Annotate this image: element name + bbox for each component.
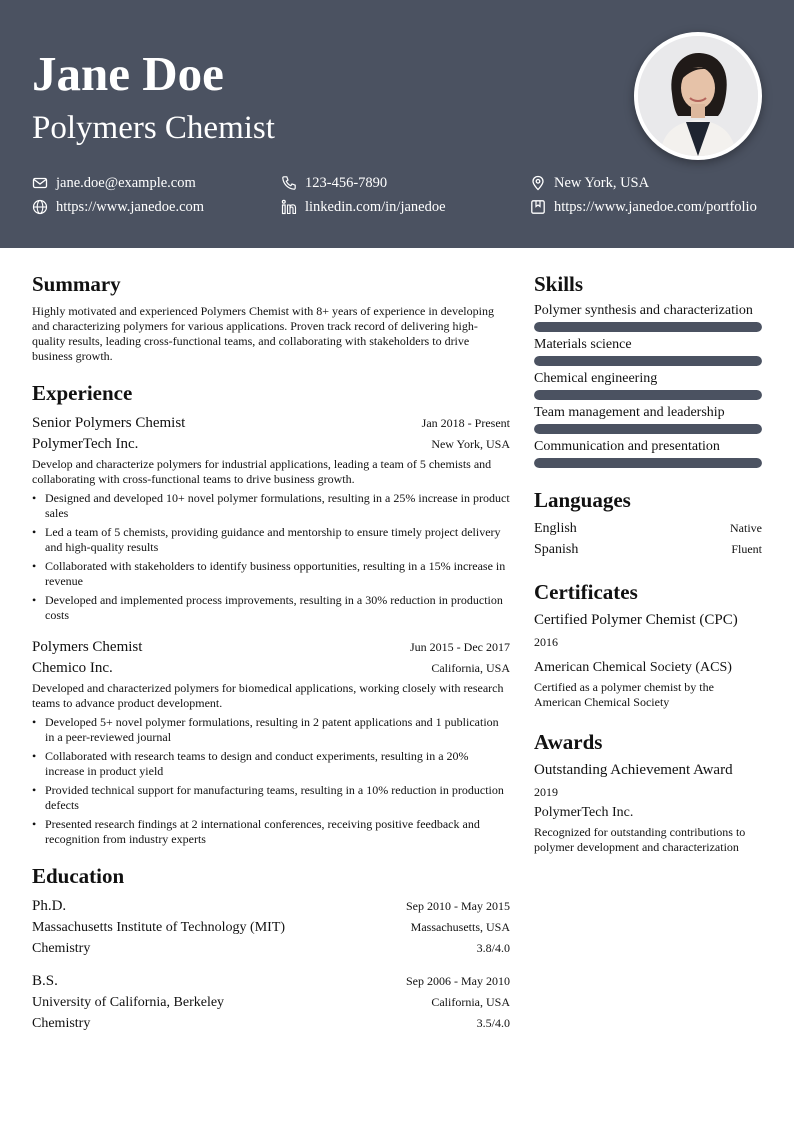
job-bullet: • Collaborated with research teams to design and conduct experiments, resulting in a 20% increase in product yield — [32, 749, 510, 779]
award-name: Outstanding Achievement Award — [534, 762, 733, 778]
job-bullet: • Developed and implemented process improvements, resulting in a 30% reduction in production costs — [32, 593, 510, 623]
language-level: Fluent — [731, 542, 762, 556]
edu-degree: Ph.D. — [32, 898, 67, 914]
linkedin-text: linkedin.com/in/janedoe — [305, 199, 446, 215]
edu-dates: Sep 2006 - May 2010 — [406, 974, 510, 988]
skill-bar — [534, 390, 762, 400]
award-issuer: PolymerTech Inc. — [534, 805, 634, 820]
candidate-title: Polymers Chemist — [32, 110, 275, 146]
skill-bar — [534, 458, 762, 468]
skill-label: Chemical engineering — [534, 371, 658, 386]
summary-section — [32, 270, 510, 364]
edu-field: Chemistry — [32, 1016, 91, 1031]
skill-label: Polymer synthesis and characterization — [534, 303, 753, 318]
skill-bar — [534, 424, 762, 434]
certificate-item — [534, 610, 762, 651]
awards-section — [534, 728, 762, 855]
skill-bar — [534, 356, 762, 366]
skill-bar-fill — [534, 390, 762, 400]
job-description: Develop and characterize polymers for industrial applications, leading a team of 5 chemists and collaborating with cross-functional teams to drive business growth. — [32, 457, 492, 486]
job-title: Polymers Chemist — [32, 639, 143, 655]
skill-item — [534, 403, 762, 434]
skill-label: Communication and presentation — [534, 439, 720, 454]
certificate-name: Certified Polymer Chemist (CPC) — [534, 612, 738, 628]
summary-text: Highly motivated and experienced Polymers Chemist with 8+ years of experience in developing and characterizing polymers for various applications. Proven track record of delivering high-quality results, leading cross-functional teams, and collaborating with stakeholders to drive business growth. — [32, 304, 494, 363]
job-dates: Jan 2018 - Present — [421, 416, 510, 430]
mail-icon — [32, 175, 48, 191]
edu-location: Massachusetts, USA — [410, 920, 510, 934]
skill-label: Team management and leadership — [534, 405, 725, 420]
contact-website[interactable] — [32, 197, 204, 217]
edu-school: University of California, Berkeley — [32, 995, 225, 1010]
job-bullet: • Designed and developed 10+ novel polymer formulations, resulting in a 25% increase in product sales — [32, 491, 510, 521]
language-item — [534, 518, 762, 539]
summary-heading: Summary — [32, 272, 121, 296]
awards-heading: Awards — [534, 730, 603, 754]
job-entry — [32, 637, 510, 847]
education-section — [32, 862, 510, 1034]
edu-gpa: 3.5/4.0 — [476, 1016, 510, 1030]
certificate-name: American Chemical Society (ACS) — [534, 660, 732, 675]
left-column — [32, 270, 510, 1034]
award-item — [534, 760, 762, 855]
job-location: California, USA — [431, 661, 510, 675]
job-entry — [32, 413, 510, 623]
contact-location — [530, 173, 649, 193]
contact-phone[interactable] — [281, 173, 387, 193]
edu-field: Chemistry — [32, 941, 91, 956]
skill-bar-fill — [534, 322, 762, 332]
portfolio-text: https://www.janedoe.com/portfolio — [554, 199, 757, 215]
map-pin-icon — [530, 175, 546, 191]
experience-section — [32, 379, 510, 847]
job-company: PolymerTech Inc. — [32, 436, 139, 452]
award-description: Recognized for outstanding contributions to polymer development and characterization — [534, 825, 746, 854]
skill-bar-fill — [534, 356, 762, 366]
profile-photo — [634, 32, 762, 160]
job-bullets — [32, 491, 510, 623]
language-item — [534, 539, 762, 560]
job-bullet: • Collaborated with stakeholders to identify business opportunities, resulting in a 15% increase in revenue — [32, 559, 510, 589]
skills-heading: Skills — [534, 272, 584, 296]
right-column — [534, 270, 762, 855]
contact-list — [32, 173, 772, 221]
language-level: Native — [730, 521, 762, 535]
email-text: jane.doe@example.com — [56, 175, 196, 191]
education-entry — [32, 896, 510, 959]
job-bullet: • Developed 5+ novel polymer formulations, resulting in 2 patent applications and 1 publication in a peer-reviewed journal — [32, 715, 510, 745]
edu-gpa: 3.8/4.0 — [476, 941, 510, 955]
job-location: New York, USA — [431, 437, 510, 451]
language-name: English — [534, 521, 577, 536]
award-year: 2019 — [534, 785, 558, 799]
languages-section — [534, 486, 762, 560]
header — [0, 0, 794, 248]
job-company: Chemico Inc. — [32, 660, 113, 676]
experience-heading: Experience — [32, 381, 133, 405]
contact-email[interactable] — [32, 173, 196, 193]
location-text: New York, USA — [554, 175, 650, 191]
profile-photo-avatar — [638, 36, 758, 156]
education-heading: Education — [32, 864, 125, 888]
job-bullet: • Provided technical support for manufacturing teams, resulting in a 10% reduction in production defects — [32, 783, 510, 813]
skill-bar — [534, 322, 762, 332]
edu-school: Massachusetts Institute of Technology (MIT) — [32, 920, 286, 935]
linkedin-icon — [281, 199, 297, 215]
education-entry — [32, 971, 510, 1034]
globe-icon — [32, 199, 48, 215]
skill-item — [534, 369, 762, 400]
contact-portfolio[interactable] — [530, 197, 757, 217]
certificates-heading: Certificates — [534, 580, 638, 604]
certificates-section — [534, 578, 762, 710]
candidate-name: Jane Doe — [32, 46, 224, 101]
skill-bar-fill — [534, 458, 762, 468]
job-title: Senior Polymers Chemist — [32, 415, 186, 431]
job-bullet: • Presented research findings at 2 international conferences, receiving positive feedback and recognition from industry experts — [32, 817, 510, 847]
job-bullet: • Led a team of 5 chemists, providing guidance and mentorship to ensure timely project delivery and high-quality results — [32, 525, 510, 555]
certificate-description: Certified as a polymer chemist by the American Chemical Society — [534, 680, 714, 709]
contact-linkedin[interactable] — [281, 197, 446, 217]
phone-text: 123-456-7890 — [305, 175, 388, 191]
job-bullets — [32, 715, 510, 847]
skill-bar-fill — [534, 424, 762, 434]
certificate-year: 2016 — [534, 635, 558, 649]
language-name: Spanish — [534, 542, 579, 557]
skills-section — [534, 270, 762, 468]
edu-degree: B.S. — [32, 973, 58, 989]
phone-icon — [281, 175, 297, 191]
skill-item — [534, 335, 762, 366]
job-dates: Jun 2015 - Dec 2017 — [410, 640, 510, 654]
skill-item — [534, 301, 762, 332]
certificate-item — [534, 657, 762, 710]
job-description: Developed and characterized polymers for biomedical applications, working closely with research teams to advance product development. — [32, 681, 504, 710]
skill-item — [534, 437, 762, 468]
edu-location: California, USA — [431, 995, 510, 1009]
edu-dates: Sep 2010 - May 2015 — [406, 899, 510, 913]
skill-label: Materials science — [534, 337, 632, 352]
languages-heading: Languages — [534, 488, 631, 512]
website-text: https://www.janedoe.com — [56, 199, 205, 215]
portfolio-icon — [530, 199, 546, 215]
